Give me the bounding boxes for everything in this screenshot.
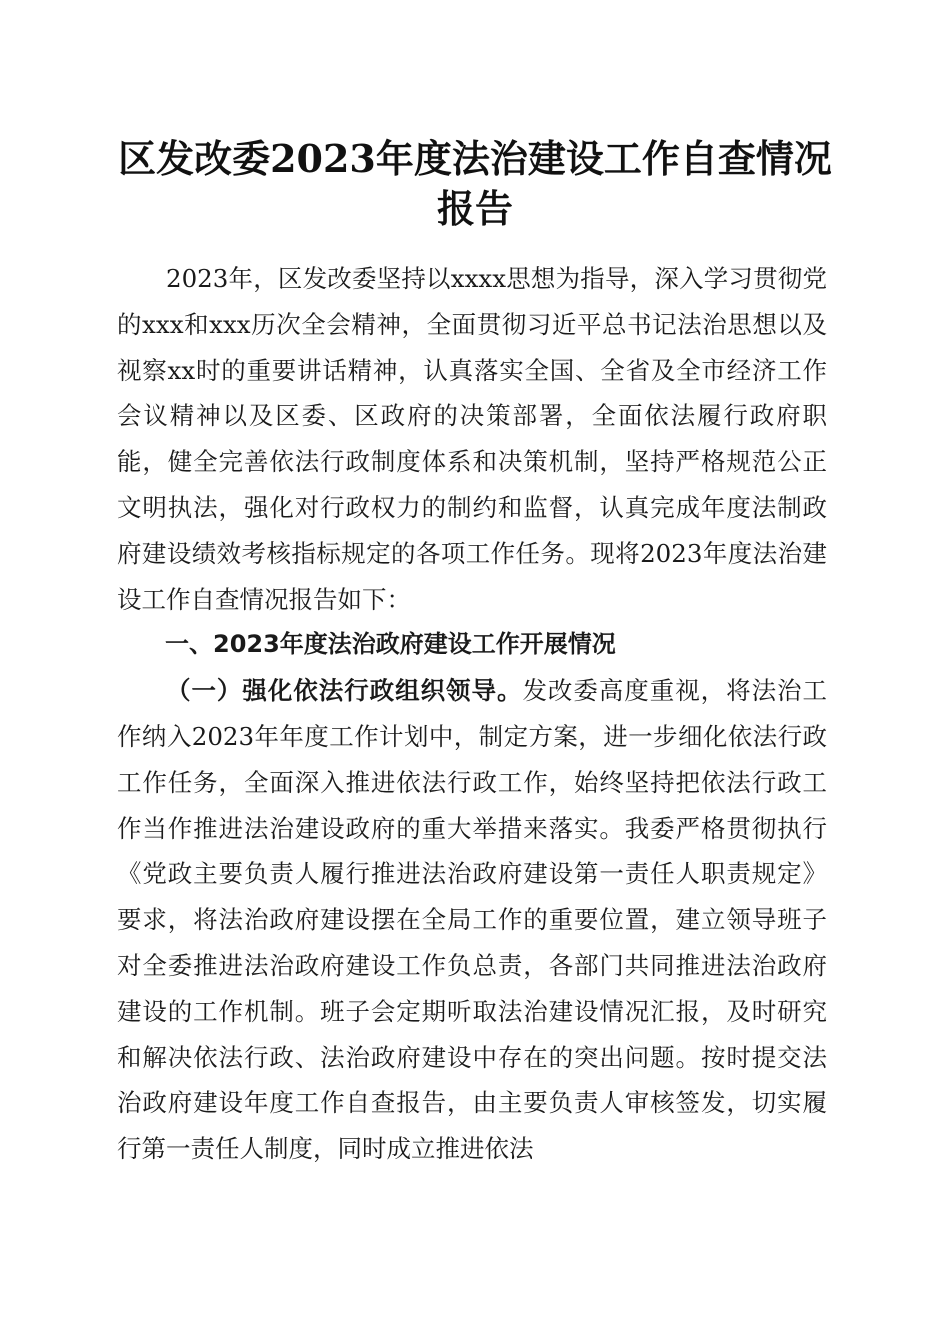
section-heading-1: 一、2023年度法治政府建设工作开展情况 [165,630,616,659]
subsection-lead-1: （一）强化依法行政组织领导。 [166,676,523,706]
document-body [117,256,827,1172]
intro-paragraph: 2023年，区发改委坚持以xxxx思想为指导，深入学习贯彻党的xxx和xxx历次全会精神，全面贯彻习近平总书记法治思想以及视察xx时的重要讲话精神，认真落实全国、全省及全市经济工作会议精神以及区委、区政府的决策部署，全面依法履行政府职能，健全完善依法行政制度体系和决策机制，坚持严格规范公正文明执法，强化对行政权力的制约和监督，认真完成年度法制政府建设绩效考核指标规定的各项工作任务。现将2023年度法治建设工作自查情况报告如下： [117,264,827,614]
subsection-body-1: 发改委高度重视，将法治工作纳入2023年年度工作计划中，制定方案，进一步细化依法行政工作任务，全面深入推进依法行政工作，始终坚持把依法行政工作当作推进法治建设政府的重大举措来落实。我委严格贯彻执行《党政主要负责人履行推进法治政府建设第一责任人职责规定》要求，将法治政府建设摆在全局工作的重要位置，建立领导班子对全委推进法治政府建设工作负总责，各部门共同推进法治政府建设的工作机制。班子会定期听取法治建设情况汇报，及时研究和解决依法行政、法治政府建设中存在的突出问题。按时提交法治政府建设年度工作自查报告，由主要负责人审核签发，切实履行第一责任人制度，同时成立推进依法 [117,676,828,1164]
subsection-paragraph-1 [117,668,827,1172]
document-title: 区发改委2023年度法治建设工作自查情况报告 [118,136,832,231]
